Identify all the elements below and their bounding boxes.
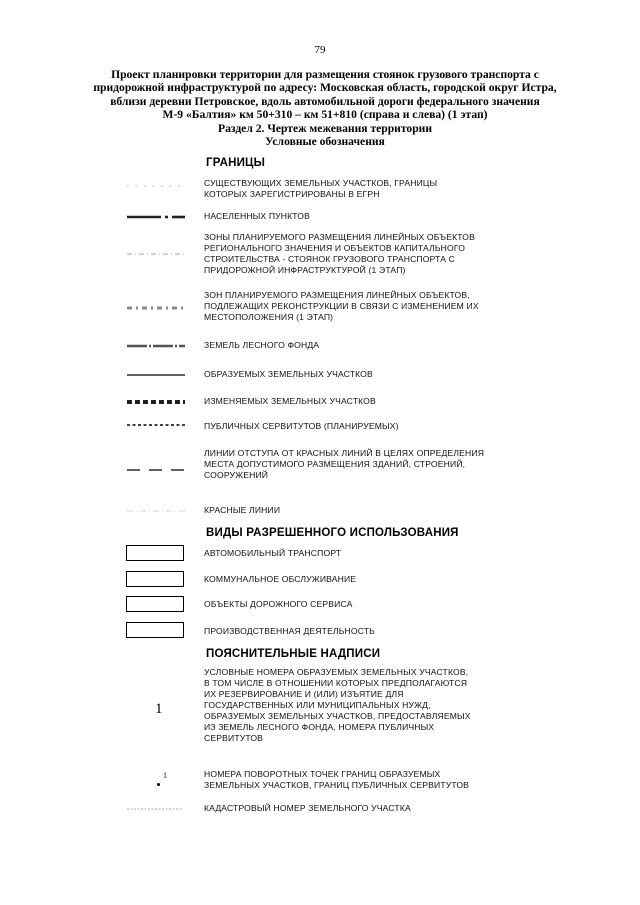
legend-description-line: ЗОН ПЛАНИРУЕМОГО РАЗМЕЩЕНИЯ ЛИНЕЙНЫХ ОБЪЕКТОВ, <box>204 290 470 300</box>
turning-point-dot-icon <box>157 783 160 786</box>
document-title <box>80 68 570 148</box>
legend-description <box>204 211 524 222</box>
legend-description-line: КРАСНЫЕ ЛИНИИ <box>204 505 281 515</box>
dash-dot-gray-line-symbol <box>125 305 187 311</box>
dash-gray-line-symbol <box>125 251 187 257</box>
legend-description <box>204 505 524 516</box>
legend-description-line: ИЗ ЗЕМЕЛЬ ЛЕСНОГО ФОНДА, НОМЕРА ПУБЛИЧНЫХ <box>204 722 435 732</box>
legend-description <box>204 232 524 276</box>
legend-description-line: ЗЕМЕЛЬ ЛЕСНОГО ФОНДА <box>204 340 320 350</box>
outlined-box-symbol <box>126 622 184 638</box>
legend-description <box>204 548 524 559</box>
legend-description-line: АВТОМОБИЛЬНЫЙ ТРАНСПОРТ <box>204 548 342 558</box>
legend-description <box>204 421 524 432</box>
legend-description <box>204 574 524 585</box>
legend-description-line: ЛИНИИ ОТСТУПА ОТ КРАСНЫХ ЛИНИЙ В ЦЕЛЯХ ОПРЕДЕЛЕНИЯ <box>204 448 485 458</box>
legend-description <box>204 599 524 610</box>
legend-description-line: МЕСТА ДОПУСТИМОГО РАЗМЕЩЕНИЯ ЗДАНИЙ, СТРОЕНИЙ, <box>204 459 466 469</box>
legend-description-line: СТРОИТЕЛЬСТВА - СТОЯНОК ГРУЗОВОГО ТРАНСПОРТА С <box>204 254 455 264</box>
legend-description <box>204 340 524 351</box>
title-line: вблизи деревни Петровское, вдоль автомобильной дороги федерального значения <box>110 94 540 108</box>
legend-description-line: СУЩЕСТВУЮЩИХ ЗЕМЕЛЬНЫХ УЧАСТКОВ, ГРАНИЦЫ <box>204 178 438 188</box>
legend-description <box>204 626 524 637</box>
page-number: 79 <box>314 44 326 56</box>
title-line: М-9 «Балтия» км 50+310 – км 51+810 (справа и слева) (1 этап) <box>162 108 488 122</box>
legend-description-line: ОБРАЗУЕМЫХ ЗЕМЕЛЬНЫХ УЧАСТКОВ, ПРЕДОСТАВЛЯЕМЫХ <box>204 711 471 721</box>
legend-description <box>204 448 524 481</box>
legend-description-line: ОБЪЕКТЫ ДОРОЖНОГО СЕРВИСА <box>204 599 353 609</box>
legend-description <box>204 178 524 200</box>
outlined-box-symbol <box>126 596 184 612</box>
legend-description <box>204 369 524 380</box>
faint-dash-line-symbol <box>125 509 187 513</box>
legend-description-line: ЗЕМЕЛЬНЫХ УЧАСТКОВ, ГРАНИЦ ПУБЛИЧНЫХ СЕРВИТУТОВ <box>204 780 470 790</box>
legend-description-line: ГОСУДАРСТВЕННЫХ ИЛИ МУНИЦИПАЛЬНЫХ НУЖД, <box>204 700 431 710</box>
legend-description-line: В ТОМ ЧИСЛЕ В ОТНОШЕНИИ КОТОРЫХ ПРЕДПОЛАГАЮТСЯ <box>204 678 468 688</box>
legend-description-line: ОБРАЗУЕМЫХ ЗЕМЕЛЬНЫХ УЧАСТКОВ <box>204 369 373 379</box>
legend-description-line: НОМЕРА ПОВОРОТНЫХ ТОЧЕК ГРАНИЦ ОБРАЗУЕМЫХ <box>204 769 441 779</box>
short-dash-line-symbol <box>125 423 187 427</box>
legend-description <box>204 396 524 407</box>
boundaries-heading: ГРАНИЦЫ <box>206 157 266 169</box>
legend-description-line: СЕРВИТУТОВ <box>204 733 264 743</box>
block-dash-line-symbol <box>125 399 187 405</box>
permitted-use-heading: ВИДЫ РАЗРЕШЕННОГО ИСПОЛЬЗОВАНИЯ <box>206 527 459 539</box>
legend-description <box>204 667 524 744</box>
legend-description-line: ЗОНЫ ПЛАНИРУЕМОГО РАЗМЕЩЕНИЯ ЛИНЕЙНЫХ ОБЪЕКТОВ <box>204 232 475 242</box>
legend-description-line: ИЗМЕНЯЕМЫХ ЗЕМЕЛЬНЫХ УЧАСТКОВ <box>204 396 376 406</box>
legend-description-line: УСЛОВНЫЕ НОМЕРА ОБРАЗУЕМЫХ ЗЕМЕЛЬНЫХ УЧАСТКОВ, <box>204 667 469 677</box>
legend-description-line: ПУБЛИЧНЫХ СЕРВИТУТОВ (ПЛАНИРУЕМЫХ) <box>204 421 399 431</box>
turning-point-number-symbol: 1 <box>163 771 167 780</box>
legend-description <box>204 803 524 814</box>
legend-description-line: КОММУНАЛЬНОЕ ОБСЛУЖИВАНИЕ <box>204 574 357 584</box>
faint-cadastral-number-symbol <box>125 805 187 813</box>
dash-thick-line-symbol <box>125 344 187 348</box>
section-title: Раздел 2. Чертеж межевания территории <box>217 121 433 135</box>
title-line: придорожной инфраструктурой по адресу: Московская область, городской округ Истра, <box>93 81 557 95</box>
conditional-number-symbol: 1 <box>155 701 163 717</box>
legend-description-line: ПРОИЗВОДСТВЕННАЯ ДЕЯТЕЛЬНОСТЬ <box>204 626 375 636</box>
outlined-box-symbol <box>126 571 184 587</box>
legend-description-line: ПОДЛЕЖАЩИХ РЕКОНСТРУКЦИИ В СВЯЗИ С ИЗМЕНЕНИЕМ ИХ <box>204 301 479 311</box>
dash-dot-thick-line-symbol <box>125 215 187 219</box>
legend-description-line: КОТОРЫХ ЗАРЕГИСТРИРОВАНЫ В ЕГРН <box>204 189 380 199</box>
solid-line-symbol <box>125 373 187 377</box>
legend-description-line: МЕСТОПОЛОЖЕНИЯ (1 ЭТАП) <box>204 312 334 322</box>
legend-description <box>204 769 524 791</box>
legend-description-line: РЕГИОНАЛЬНОГО ЗНАЧЕНИЯ И ОБЪЕКТОВ КАПИТАЛЬНОГО <box>204 243 466 253</box>
legend-description <box>204 290 524 323</box>
legend-description-line: ПРИДОРОЖНОЙ ИНФРАСТРУКТУРОЙ (1 ЭТАП) <box>204 265 406 275</box>
legend-title: Условные обозначения <box>265 135 385 149</box>
legend-description-line: НАСЕЛЕННЫХ ПУНКТОВ <box>204 211 311 221</box>
explanatory-heading: ПОЯСНИТЕЛЬНЫЕ НАДПИСИ <box>206 648 381 660</box>
dotted-gray-line-symbol <box>125 184 187 188</box>
title-line: Проект планировки территории для размещения стоянок грузового транспорта с <box>111 68 539 81</box>
legend-description-line: СООРУЖЕНИЙ <box>204 470 269 480</box>
legend-description-line: ИХ РЕЗЕРВИРОВАНИЕ И (ИЛИ) ИЗЪЯТИЕ ДЛЯ <box>204 689 404 699</box>
legend-description-line: КАДАСТРОВЫЙ НОМЕР ЗЕМЕЛЬНОГО УЧАСТКА <box>204 803 411 813</box>
outlined-box-symbol <box>126 545 184 561</box>
long-dash-line-symbol <box>125 468 187 472</box>
